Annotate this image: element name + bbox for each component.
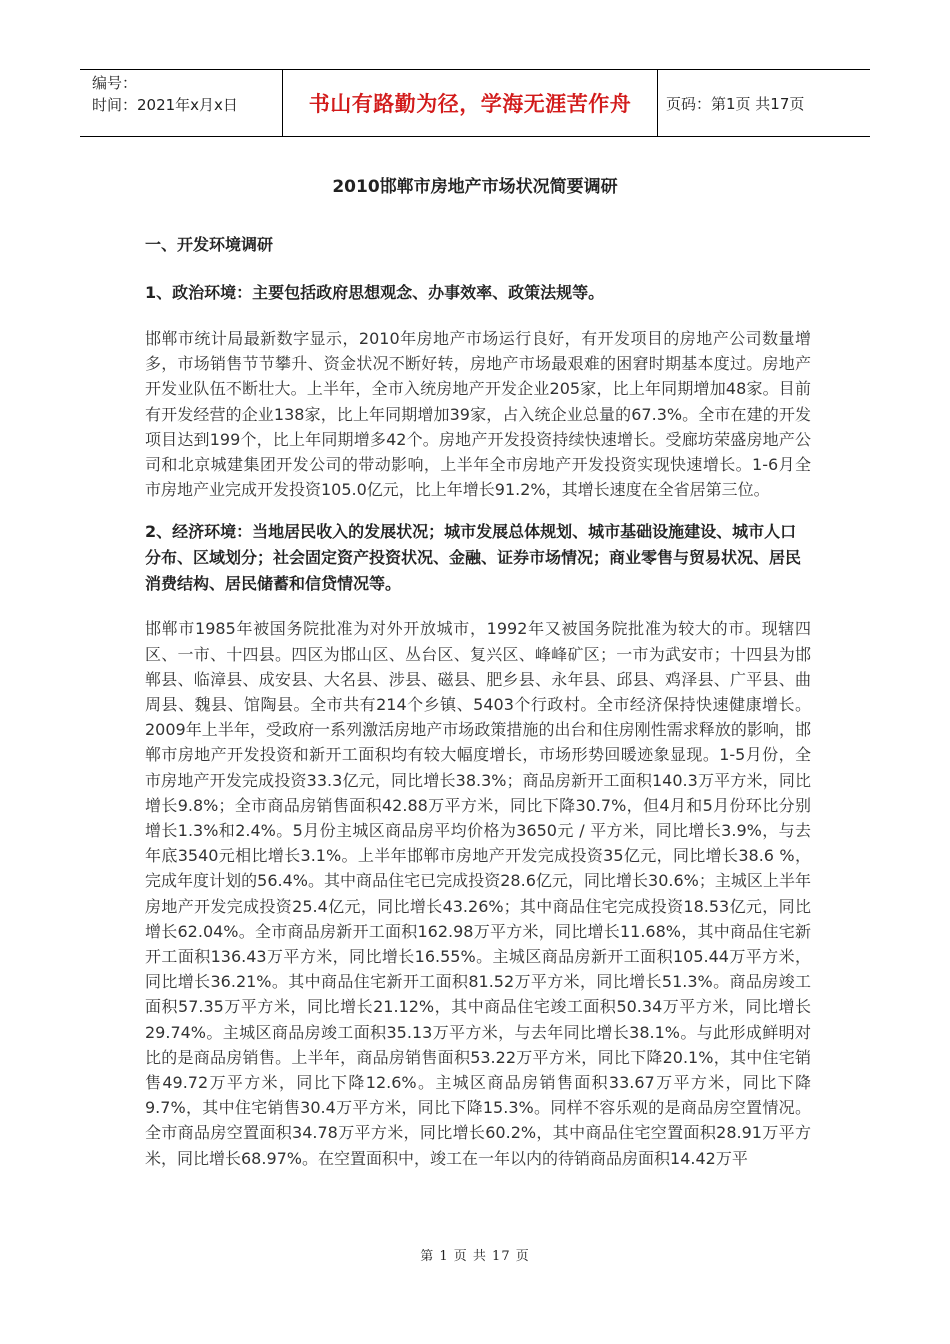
header-motto-cell xyxy=(283,70,658,136)
document-header xyxy=(80,69,870,137)
section-heading: 一、开发环境调研 xyxy=(145,235,274,254)
document-date: 时间：2021年x月x日 xyxy=(92,96,238,114)
motto-text: 书山有路勤为径，学海无涯苦作舟 xyxy=(308,92,632,116)
subsection-heading: 1、政治环境：主要包括政府思想观念、办事效率、政策法规等。 xyxy=(145,283,605,302)
page-footer: 第 1 页 共 17 页 xyxy=(420,1249,530,1264)
body-paragraph: 邯郸市1985年被国务院批准为对外开放城市，1992年又被国务院批准为较大的市。现辖四区、一市、十四县。四区为邯山区、丛台区、复兴区、峰峰矿区；一市为武安市；十四县为邯郸县、临漳县、成安县、大名县、涉县、磁县、肥乡县、永年县、邱县、鸡泽县、广平县、曲周县、魏县、馆陶县。全市共有214个乡镇、5403个行政村。全市经济保持快速健康增长。2009年上半年，受政府一系列激活房地产市场政策措施的出台和住房刚性需求释放的影响，邯郸市房地产开发投资和新开工面积均有较大幅度增长，市场形势回暖迹象显现。1-5月份，全市房地产开发完成投资33.3亿元，同比增长38.3%；商品房新开工面积140.3万平方米，同比增长9.8%；全市商品房销售面积42.88万平方米，同比下降30.7%，但4月和5月份环比分别增长1.3%和2.4%。5月份主城区商品房平均价格为3650元 / 平方米，同比增长3.9%，与去年底3540元相比增长3.1%。上半年邯郸市房地产开发完成投资35亿元，同比增长38.6 %，完成年度计划的56.4%。其中商品住宅已完成投资28.6亿元，同比增长30.6%；主城区上半年房地产开发完成投资25.4亿元，同比增长43.26%；其中商品住宅完成投资18.53亿元，同比增长62.04%。全市商品房新开工面积162.98万平方米，同比增长11.68%，其中商品住宅新开工面积136.43万平方米，同比增长16.55%。主城区商品房新开工面积105.44万平方米，同比增长36.21%。其中商品住宅新开工面积81.52万平方米，同比增长51.3%。商品房竣工面积57.35万平方米，同比增长21.12%，其中商品住宅竣工面积50.34万平方米，同比增长29.74%。主城区商品房竣工面积35.13万平方米，与去年同比增长38.1%。与此形成鲜明对比的是商品房销售。上半年，商品房销售面积53.22万平方米，同比下降20.1%，其中住宅销售49.72万平方米，同比下降12.6%。主城区商品房销售面积33.67万平方米，同比下降9.7%，其中住宅销售30.4万平方米，同比下降15.3%。同样不容乐观的是商品房空置情况。全市商品房空置面积34.78万平方米，同比增长60.2%，其中商品住宅空置面积28.91万平方米，同比增长68.97%。在空置面积中，竣工在一年以内的待销商品房面积14.42万平 xyxy=(145,619,811,1168)
header-page-cell xyxy=(658,70,870,136)
document-number: 编号： xyxy=(92,74,138,92)
document-body xyxy=(145,230,811,1171)
body-paragraph: 邯郸市统计局最新数字显示，2010年房地产市场运行良好，有开发项目的房地产公司数量增多，市场销售节节攀升、资金状况不断好转，房地产市场最艰难的困窘时期基本度过。房地产开发业队伍不断壮大。上半年，全市入统房地产开发企业205家，比上年同期增加48家。目前有开发经营的企业138家，比上年同期增加39家，占入统企业总量的67.3%。全市在建的开发项目达到199个，比上年同期增多42个。房地产开发投资持续快速增长。受廊坊荣盛房地产公司和北京城建集团开发公司的带动影响，上半年全市房地产开发投资实现快速增长。1-6月全市房地产业完成开发投资105.0亿元，比上年增长91.2%，其增长速度在全省居第三位。 xyxy=(145,329,811,500)
header-meta xyxy=(80,70,283,136)
subsection-heading: 2、经济环境：当地居民收入的发展状况；城市发展总体规划、城市基础设施建设、城市人口分布、区域划分；社会固定资产投资状况、金融、证券市场情况；商业零售与贸易状况、居民消费结构、居民储蓄和信贷情况等。 xyxy=(145,522,802,594)
document-title: 2010邯郸市房地产市场状况简要调研 xyxy=(332,177,618,197)
page-indicator: 页码：第1页 共17页 xyxy=(666,94,805,113)
